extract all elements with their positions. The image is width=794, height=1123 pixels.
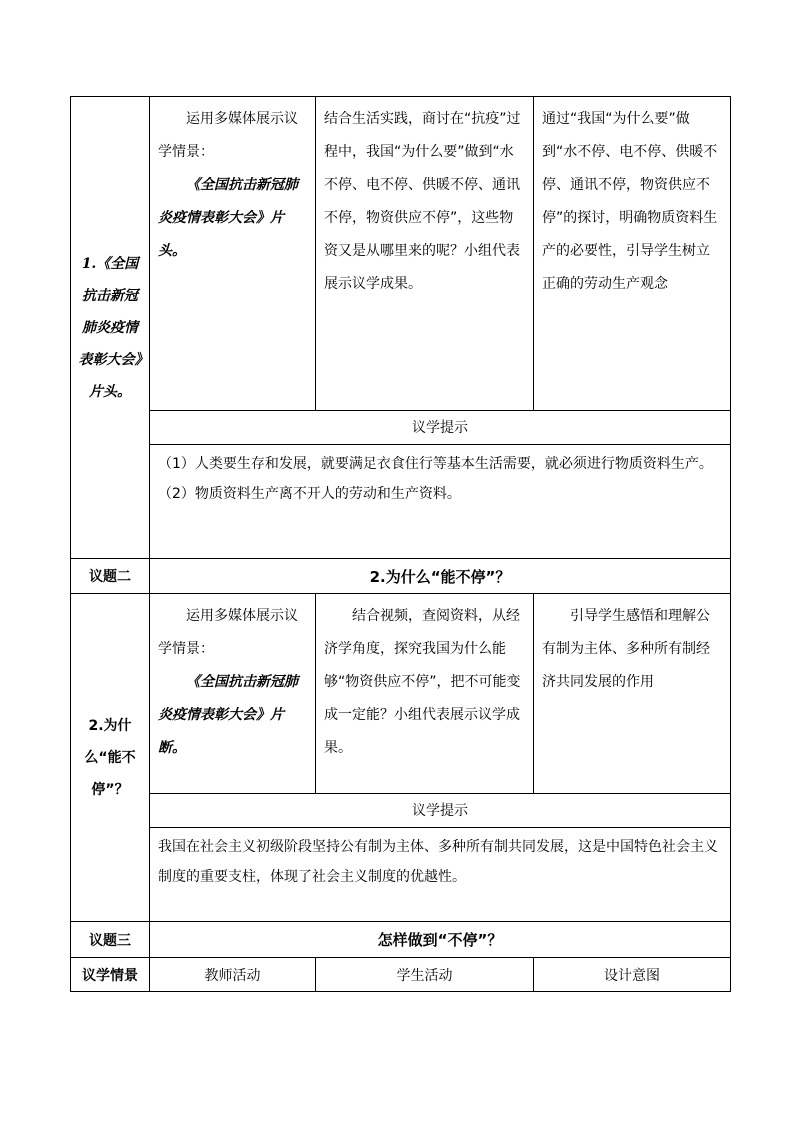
section2-activity-row — [71, 594, 731, 794]
column-header-row — [71, 958, 731, 992]
header-design: 设计意图 — [534, 958, 731, 992]
section2-prompt-title-row — [71, 794, 731, 828]
section2-prompt-title: 议学提示 — [150, 794, 731, 828]
section2-student-cell: 结合视频，查阅资料，从经济学角度，探究我国为什么能够“物资供应不停”，把不可能变成一定能？小组代表展示议学成果。 — [316, 594, 534, 794]
topic2-row — [71, 559, 731, 594]
section1-prompt-item-2: （2）物质资料生产离不开人的劳动和生产资料。 — [158, 486, 461, 502]
section2-teacher-material: 《全国抗击新冠肺炎疫情表彰大会》片断。 — [158, 674, 298, 756]
section1-activity-row — [71, 97, 731, 411]
header-student: 学生活动 — [316, 958, 534, 992]
section2-teacher-intro: 运用多媒体展示议学情景： — [158, 608, 298, 657]
section2-design-cell: 引导学生感悟和理解公有制为主体、多种所有制经济共同发展的作用 — [534, 594, 731, 794]
section1-student-cell: 结合生活实践，商讨在“抗疫”过程中，我国“为什么要”做到“水不停、电不停、供暖不停、通讯不停，物资供应不停”，这些物资又是从哪里来的呢？小组代表展示议学成果。 — [316, 97, 534, 411]
lesson-table — [70, 96, 731, 992]
section1-scene-label: 1.《全国抗击新冠肺炎疫情表彰大会》片头。 — [71, 97, 150, 559]
section1-design-cell: 通过“我国“为什么要”做到“水不停、电不停、供暖不停、通讯不停，物资供应不停”的探讨，明确物质资料生产的必要性，引导学生树立正确的劳动生产观念 — [534, 97, 731, 411]
section1-prompt-title-row — [71, 411, 731, 445]
section1-teacher-material: 《全国抗击新冠肺炎疫情表彰大会》片头。 — [158, 177, 298, 259]
topic2-title: 2.为什么“能不停”？ — [150, 559, 731, 594]
section1-teacher-intro: 运用多媒体展示议学情景： — [158, 111, 298, 160]
topic3-title: 怎样做到“不停”？ — [150, 922, 731, 958]
section1-prompt-body — [150, 445, 731, 559]
section2-teacher-cell — [150, 594, 316, 794]
header-scene: 议学情景 — [71, 958, 150, 992]
header-teacher: 教师活动 — [150, 958, 316, 992]
section2-scene-label: 2.为什么“能不停”？ — [71, 594, 150, 922]
topic3-label: 议题三 — [71, 922, 150, 958]
section1-prompt-item-1: （1）人类要生存和发展，就要满足衣食住行等基本生活需要，就必须进行物质资料生产。 — [158, 456, 713, 472]
topic2-label: 议题二 — [71, 559, 150, 594]
section1-prompt-body-row — [71, 445, 731, 559]
section1-teacher-cell — [150, 97, 316, 411]
section2-prompt-body-row — [71, 828, 731, 922]
topic3-row — [71, 922, 731, 958]
section1-prompt-title: 议学提示 — [150, 411, 731, 445]
section2-prompt-body: 我国在社会主义初级阶段坚持公有制为主体、多种所有制共同发展，这是中国特色社会主义制度的重要支柱，体现了社会主义制度的优越性。 — [150, 828, 731, 922]
